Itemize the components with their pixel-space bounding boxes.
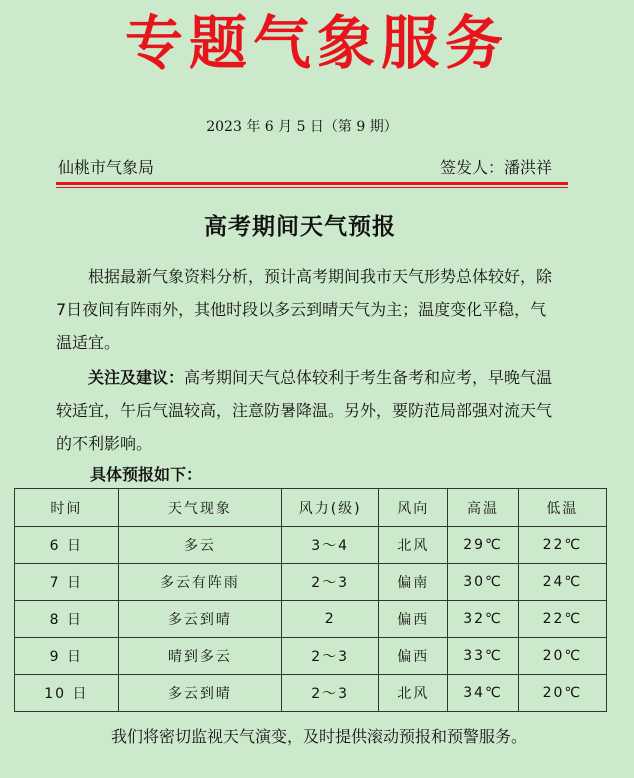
cell-high-temp: 33℃ <box>448 638 519 675</box>
cell-date: 8 日 <box>15 601 119 638</box>
cell-low-temp: 20℃ <box>518 638 606 675</box>
table-row <box>15 527 607 564</box>
header-divider-thick <box>56 182 568 185</box>
advice-paragraph <box>56 361 558 460</box>
cell-date: 6 日 <box>15 527 119 564</box>
header-wind-direction: 风向 <box>379 489 448 527</box>
cell-wind-force: 2～3 <box>282 564 379 601</box>
issue-date-line: 2023 年 6 月 5 日（第 9 期） <box>206 119 398 135</box>
advice-text: 高考期间天气总体较利于考生备考和应考，早晚气温较适宜，午后气温较高，注意防暑降温。另外，要防范局部强对流天气的不利影响。 <box>56 368 553 453</box>
cell-weather: 多云 <box>118 527 282 564</box>
cell-weather: 晴到多云 <box>118 638 282 675</box>
cell-high-temp: 32℃ <box>448 601 519 638</box>
cell-high-temp: 30℃ <box>448 564 519 601</box>
cell-low-temp: 20℃ <box>518 675 606 712</box>
cell-wind-direction: 北风 <box>379 527 448 564</box>
header-divider-thin <box>56 187 568 188</box>
cell-weather: 多云有阵雨 <box>118 564 282 601</box>
cell-wind-direction: 偏西 <box>379 638 448 675</box>
cell-date: 7 日 <box>15 564 119 601</box>
table-row <box>15 601 607 638</box>
cell-wind-force: 2～3 <box>282 638 379 675</box>
table-row <box>15 675 607 712</box>
cell-weather: 多云到晴 <box>118 675 282 712</box>
masthead-title: 专题气象服务 <box>124 9 509 77</box>
header-wind-force: 风力(级) <box>282 489 379 527</box>
issuer-name: 仙桃市气象局 <box>58 158 155 177</box>
closing-statement: 我们将密切监视天气演变，及时提供滚动预报和预警服务。 <box>110 727 527 746</box>
cell-wind-force: 3～4 <box>282 527 379 564</box>
header-weather: 天气现象 <box>118 489 282 527</box>
header-low-temp: 低温 <box>518 489 606 527</box>
article-headline: 高考期间天气预报 <box>204 214 396 240</box>
cell-wind-direction: 北风 <box>379 675 448 712</box>
table-row <box>15 638 607 675</box>
cell-date: 10 日 <box>15 675 119 712</box>
summary-paragraph: 根据最新气象资料分析，预计高考期间我市天气形势总体较好，除7日夜间有阵雨外，其他时段以多云到晴天气为主；温度变化平稳，气温适宜。 <box>56 267 553 352</box>
header-high-temp: 高温 <box>448 489 519 527</box>
table-row <box>15 564 607 601</box>
cell-high-temp: 29℃ <box>448 527 519 564</box>
forecast-table <box>14 488 607 712</box>
cell-high-temp: 34℃ <box>448 675 519 712</box>
cell-wind-direction: 偏南 <box>379 564 448 601</box>
cell-wind-force: 2～3 <box>282 675 379 712</box>
cell-low-temp: 24℃ <box>518 564 606 601</box>
table-header-row <box>15 489 607 527</box>
cell-wind-direction: 偏西 <box>379 601 448 638</box>
signer-name: 签发人：潘洪祥 <box>439 158 552 177</box>
cell-low-temp: 22℃ <box>518 601 606 638</box>
cell-low-temp: 22℃ <box>518 527 606 564</box>
cell-wind-force: 2 <box>282 601 379 638</box>
advice-label: 关注及建议： <box>88 368 185 387</box>
header-date: 时间 <box>15 489 119 527</box>
forecast-table-heading: 具体预报如下： <box>90 465 203 484</box>
cell-weather: 多云到晴 <box>118 601 282 638</box>
cell-date: 9 日 <box>15 638 119 675</box>
